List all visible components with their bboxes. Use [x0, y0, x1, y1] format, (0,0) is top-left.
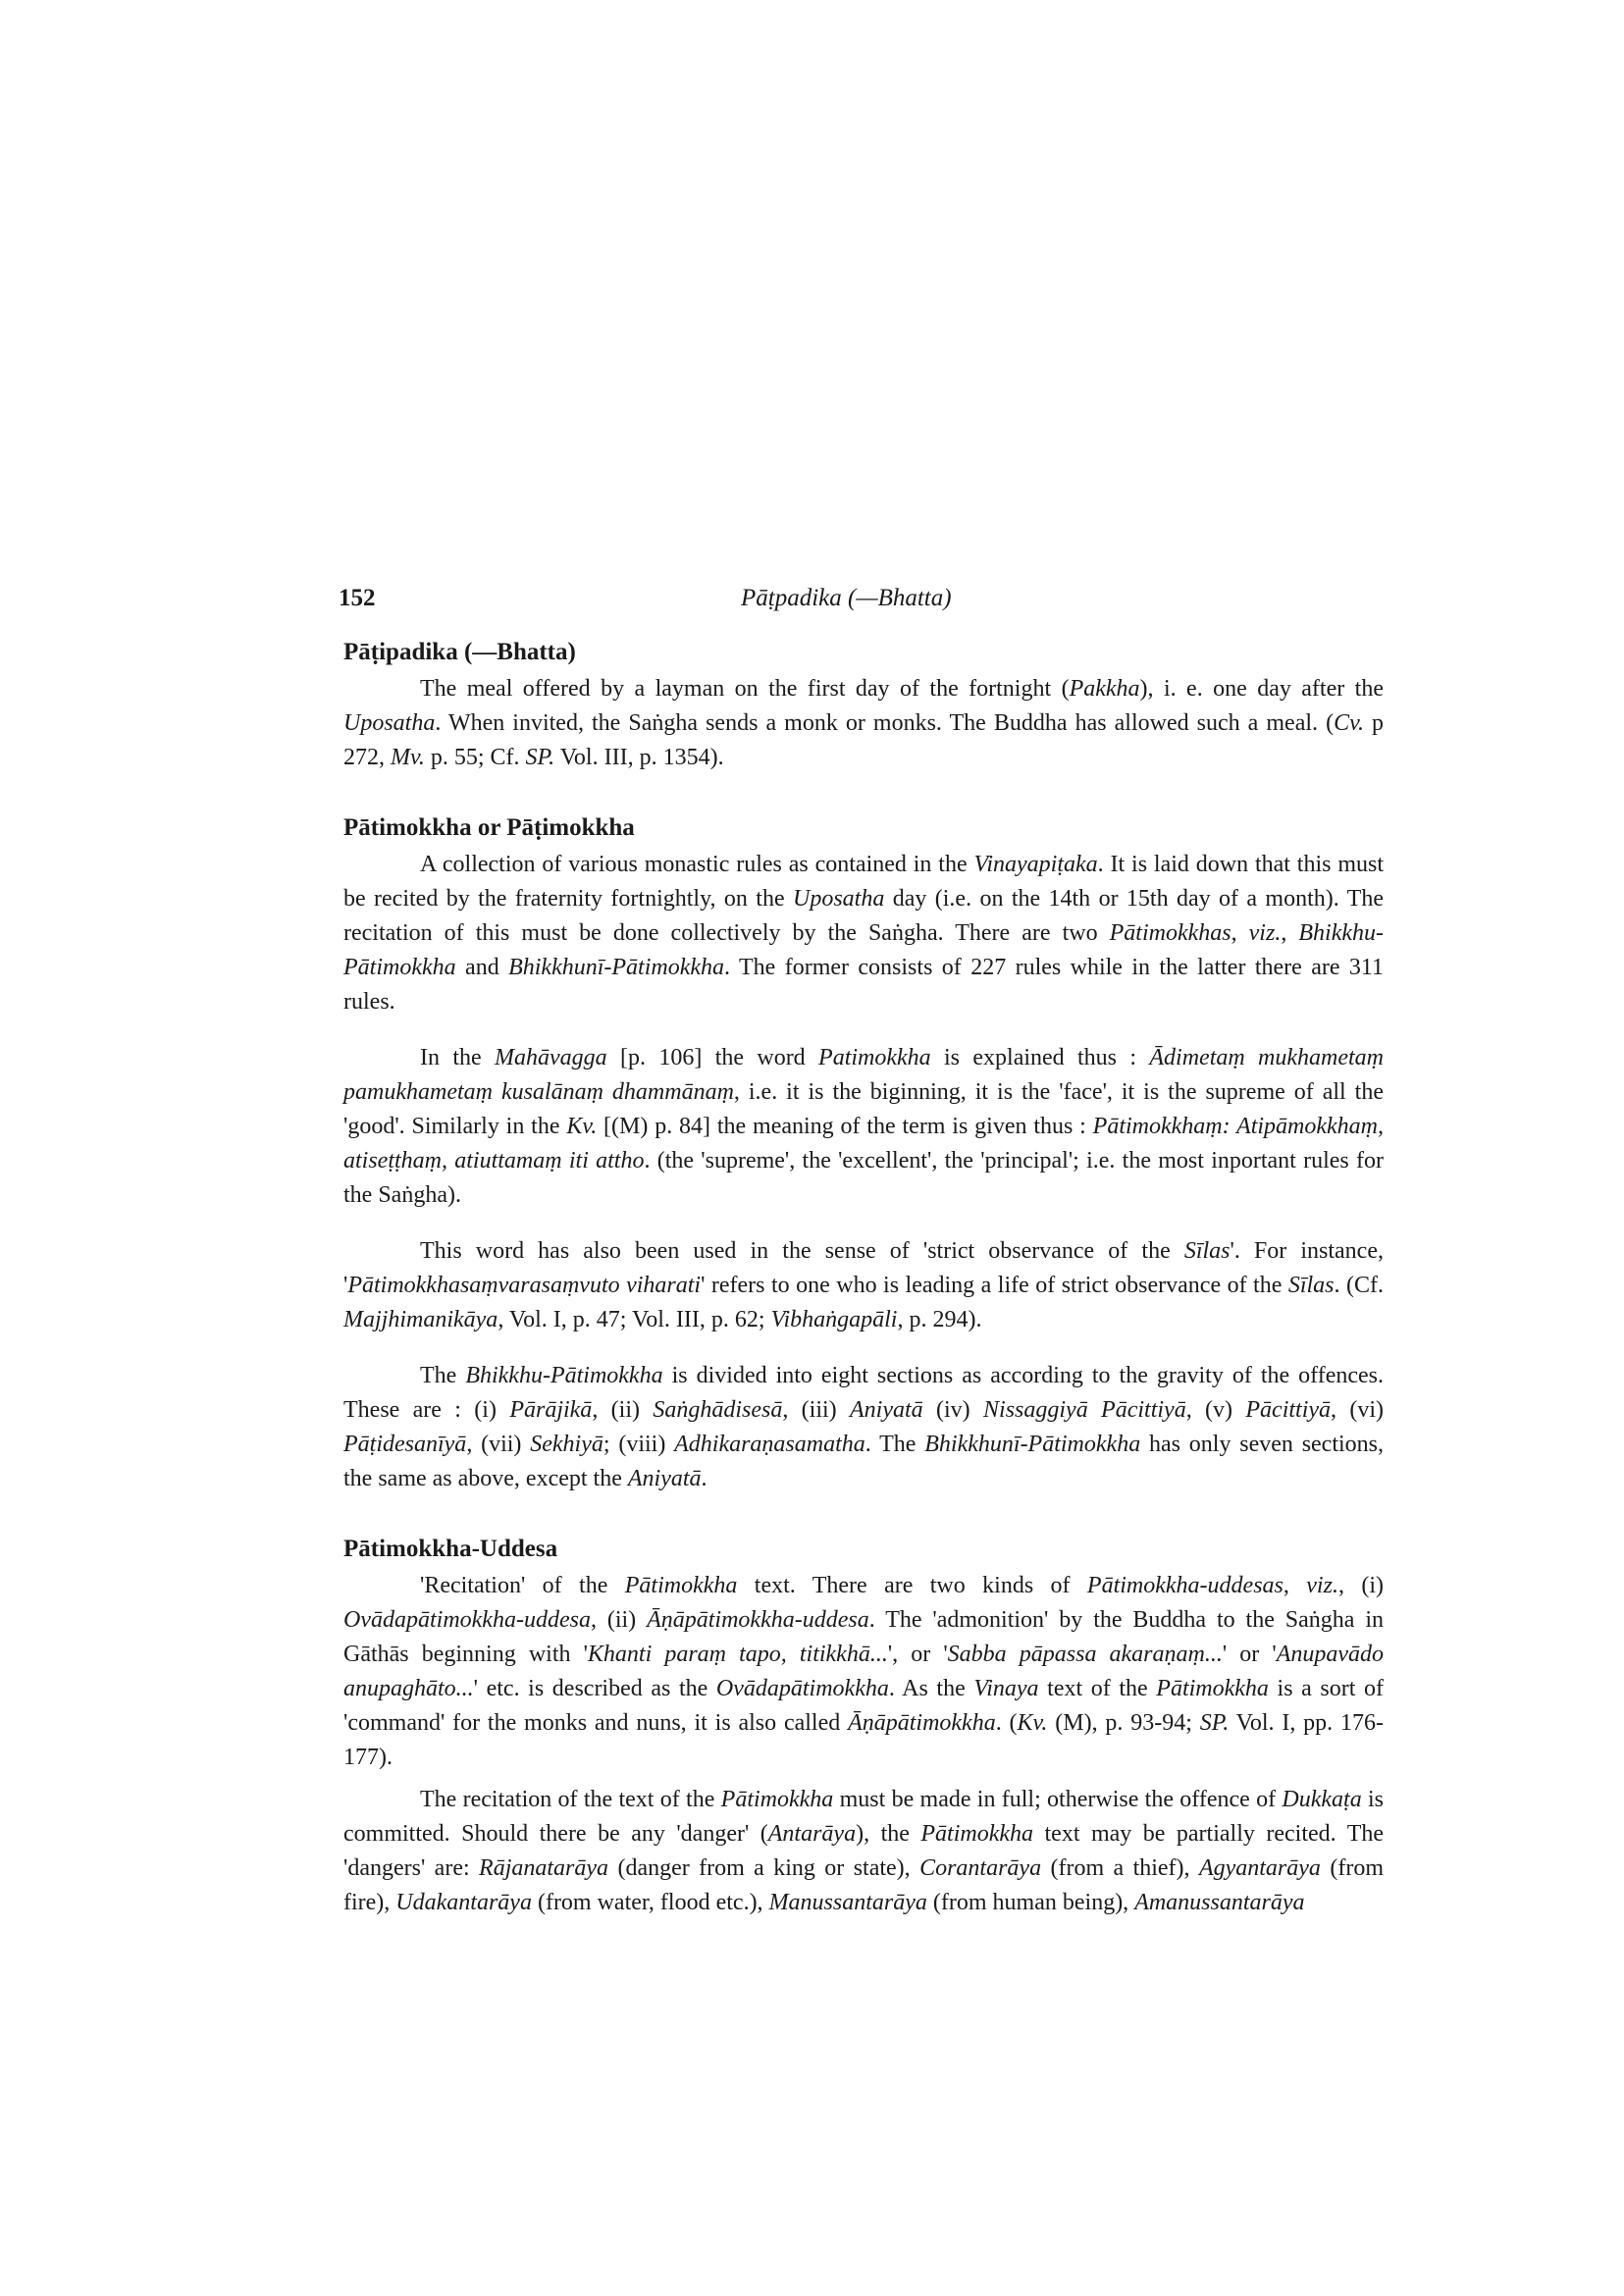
italic-term: Pārājikā — [509, 1397, 593, 1423]
italic-term: Pātimokkha-uddesas — [1086, 1573, 1283, 1598]
text-run: , — [1281, 920, 1299, 946]
entry-patimokkha-uddesa — [343, 1530, 1384, 1920]
text-run: The meal offered by a layman on the first day of the fortnight ( — [420, 676, 1070, 702]
text-run: . — [701, 1466, 707, 1491]
italic-term: Amanussantarāya — [1134, 1890, 1305, 1915]
italic-term: Agyantarāya — [1198, 1855, 1321, 1881]
text-run: , (v) — [1185, 1397, 1246, 1423]
text-run: is a sort of 'command' for the monks and nuns, it is also called — [343, 1676, 1385, 1736]
italic-term: Pātimokkha — [920, 1821, 1034, 1847]
entry-patipadika — [343, 633, 1384, 775]
paragraph — [343, 1359, 1384, 1496]
italic-term: Kv. — [566, 1114, 598, 1139]
entry-heading: Pāṭipadika (—Bhatta) — [343, 639, 576, 665]
italic-term: Vibhaṅgapāli — [770, 1307, 898, 1332]
text-run: , (vii) — [466, 1432, 531, 1457]
text-run: . When invited, the Saṅgha sends a monk or monks. The Buddha has allowed such a meal. ( — [435, 710, 1335, 736]
text-run: (from a thief), — [1041, 1855, 1199, 1881]
italic-term: Saṅghādisesā — [653, 1397, 783, 1423]
italic-term: Ādimetaṃ mukhametaṃ pamukhametaṃ kusalānaṃ dhammānaṃ — [343, 1045, 1385, 1105]
italic-term: Bhikkhu-Pātimokkha — [465, 1363, 663, 1388]
italic-term: Pātimokkha — [1156, 1676, 1269, 1701]
italic-term: Mv. — [391, 745, 425, 770]
entry-patimokkha — [343, 809, 1384, 1496]
italic-term: Pātimokkha — [624, 1573, 738, 1598]
text-run: The — [420, 1363, 466, 1388]
italic-term: Anupavādo anupaghāto... — [343, 1642, 1384, 1701]
italic-term: Dukkaṭa — [1282, 1787, 1362, 1812]
italic-term: Patimokkha — [818, 1045, 931, 1070]
paragraph — [343, 1041, 1384, 1213]
italic-term: SP. — [1199, 1710, 1230, 1736]
text-run: ), i. e. one day after the — [1139, 676, 1384, 702]
text-run: In the — [420, 1045, 496, 1070]
text-run: , (iii) — [782, 1397, 851, 1423]
text-run: ), the — [856, 1821, 921, 1847]
text-run: text. There are two kinds of — [737, 1573, 1087, 1598]
italic-term: Mahāvagga — [495, 1045, 607, 1070]
text-run: p. 55; Cf. — [424, 745, 526, 770]
page-number: 152 — [339, 585, 376, 611]
italic-term: Aniyatā — [850, 1397, 923, 1423]
text-run: day (i.e. on the 14th or 15th day of a month). The recitation of this must be done collectively by the Saṅgha. There are two — [343, 886, 1384, 946]
paragraph — [343, 1569, 1384, 1775]
entry-heading: Pātimokkha or Pāṭimokkha — [343, 814, 635, 841]
italic-term: Pāṭidesanīyā — [343, 1432, 467, 1457]
text-run: (iv) — [922, 1397, 984, 1423]
text-run: text may be partially recited. The 'dangers' are: — [343, 1821, 1385, 1881]
text-run: , i.e. it is the biginning, it is the 'face', it is the supreme of all the 'good'. Similarly in the — [343, 1079, 1384, 1139]
italic-term: Pakkha — [1069, 676, 1140, 702]
italic-term: Bhikkhunī-Pātimokkha — [924, 1432, 1141, 1457]
italic-term: Sabba pāpassa akaraṇaṃ... — [947, 1642, 1223, 1667]
text-run: , (ii) — [590, 1607, 648, 1633]
text-run: ' or ' — [1222, 1642, 1277, 1667]
italic-term: Majjhimanikāya — [343, 1307, 498, 1332]
text-run: ' etc. is described as the — [473, 1676, 716, 1701]
text-run: (M), p. 93-94; — [1047, 1710, 1200, 1736]
text-run: (from water, flood etc.), — [531, 1890, 769, 1915]
text-run: text of the — [1038, 1676, 1157, 1701]
paragraph — [343, 1234, 1384, 1337]
italic-term: Pātimokkhaṃ: Atipāmokkhaṃ, atiseṭṭhaṃ, atiuttamaṃ iti attho — [343, 1114, 1384, 1174]
text-run: is divided into eight sections as according to the gravity of the offences. These are : (i) — [343, 1363, 1385, 1423]
italic-term: Nissaggiyā Pācittiyā — [983, 1397, 1186, 1423]
text-run: is explained thus : — [930, 1045, 1150, 1070]
italic-term: Bhikkhunī-Pātimokkha — [508, 955, 725, 980]
italic-term: Aniyatā — [627, 1466, 702, 1491]
text-run: . (the 'supreme', the 'excellent', the 'principal'; i.e. the most inportant rules for the Saṅgha). — [343, 1148, 1385, 1208]
text-run: (danger from a king or state), — [608, 1855, 920, 1881]
text-run: must be made in full; otherwise the offence of — [833, 1787, 1283, 1812]
text-run: , p. 294). — [897, 1307, 982, 1332]
text-run: , Vol. I, p. 47; Vol. III, p. 62; — [498, 1307, 771, 1332]
text-run: . (Cf. — [1334, 1273, 1384, 1298]
italic-term: SP. — [525, 745, 555, 770]
text-run: '. For instance, ' — [343, 1238, 1384, 1298]
text-run: . ( — [995, 1710, 1018, 1736]
italic-term: viz. — [1248, 920, 1282, 946]
italic-term: Cv. — [1334, 710, 1364, 736]
italic-term: Sekhiyā — [530, 1432, 603, 1457]
text-run: Vol. III, p. 1354). — [554, 745, 724, 770]
italic-term: Āṇāpātimokkha-uddesa — [647, 1607, 869, 1633]
text-run: , (i) — [1337, 1573, 1384, 1598]
italic-term: Vinayapiṭaka — [973, 852, 1098, 877]
paragraph — [343, 1783, 1384, 1920]
italic-term: Āṇāpātimokkha — [848, 1710, 996, 1736]
italic-term: Uposatha — [793, 886, 885, 912]
italic-term: Manussantarāya — [768, 1890, 927, 1915]
text-run: , — [1231, 920, 1249, 946]
italic-term: Vinaya — [973, 1676, 1039, 1701]
italic-term: Antarāya — [767, 1821, 857, 1847]
text-run: . The 'admonition' by the Buddha to the Saṅgha in Gāthās beginning with ' — [343, 1607, 1385, 1667]
italic-term: viz. — [1306, 1573, 1338, 1598]
text-run: The recitation of the text of the — [420, 1787, 721, 1812]
italic-term: Pācittiyā — [1245, 1397, 1332, 1423]
italic-term: Adhikaraṇasamatha — [674, 1432, 865, 1457]
italic-term: Pātimokkhasaṃvarasaṃvuto viharati — [347, 1273, 702, 1298]
text-run: (from human being), — [926, 1890, 1135, 1915]
text-run: (from fire), — [343, 1855, 1384, 1915]
page-body — [343, 633, 1384, 1920]
text-run: A collection of various monastic rules as contained in the — [420, 852, 974, 877]
text-run: has only seven sections, the same as above, except the — [343, 1432, 1385, 1491]
italic-term: Kv. — [1017, 1710, 1048, 1736]
italic-term: Sīlas — [1287, 1273, 1335, 1298]
text-run: [p. 106] the word — [606, 1045, 819, 1070]
italic-term: Ovādapātimokkha — [715, 1676, 889, 1701]
paragraph — [343, 848, 1384, 1019]
text-run: . The former consists of 227 rules while in the latter there are 311 rules. — [343, 955, 1384, 1015]
italic-term: Sīlas — [1183, 1238, 1231, 1264]
running-title: Pāṭpadika (—Bhatta) — [741, 585, 952, 611]
paragraph — [343, 672, 1384, 775]
text-run: . It is laid down that this must be recited by the fraternity fortnightly, on the — [343, 852, 1385, 912]
text-run: p 272, — [343, 710, 1384, 770]
text-run: 'Recitation' of the — [420, 1573, 625, 1598]
text-run: ' refers to one who is leading a life of strict observance of the — [701, 1273, 1288, 1298]
text-run: , (ii) — [592, 1397, 654, 1423]
italic-term: Pātimokkhas — [1109, 920, 1231, 946]
text-run: , — [1283, 1573, 1307, 1598]
italic-term: Corantarāya — [919, 1855, 1042, 1881]
text-run: Vol. I, pp. 176-177). — [343, 1710, 1384, 1770]
text-run: ', or ' — [887, 1642, 948, 1667]
text-run: ; (viii) — [602, 1432, 675, 1457]
text-run: , (vi) — [1331, 1397, 1385, 1423]
italic-term: Rājanatarāya — [479, 1855, 609, 1881]
italic-term: Bhikkhu-Pātimokkha — [343, 920, 1384, 980]
entry-heading: Pātimokkha-Uddesa — [343, 1536, 558, 1562]
running-header — [339, 585, 1379, 628]
italic-term: Uposatha — [343, 710, 436, 736]
text-run: . The — [864, 1432, 925, 1457]
italic-term: Pātimokkha — [720, 1787, 834, 1812]
italic-term: Khanti paraṃ tapo, titikkhā... — [587, 1642, 888, 1667]
text-run: is committed. Should there be any 'danger' ( — [343, 1787, 1385, 1847]
text-run: This word has also been used in the sense of 'strict observance of the — [420, 1238, 1184, 1264]
text-run: and — [455, 955, 509, 980]
italic-term: Udakantarāya — [395, 1890, 532, 1915]
italic-term: Ovādapātimokkha-uddesa — [343, 1607, 591, 1633]
text-run: . As the — [888, 1676, 974, 1701]
text-run: [(M) p. 84] the meaning of the term is given thus : — [597, 1114, 1093, 1139]
